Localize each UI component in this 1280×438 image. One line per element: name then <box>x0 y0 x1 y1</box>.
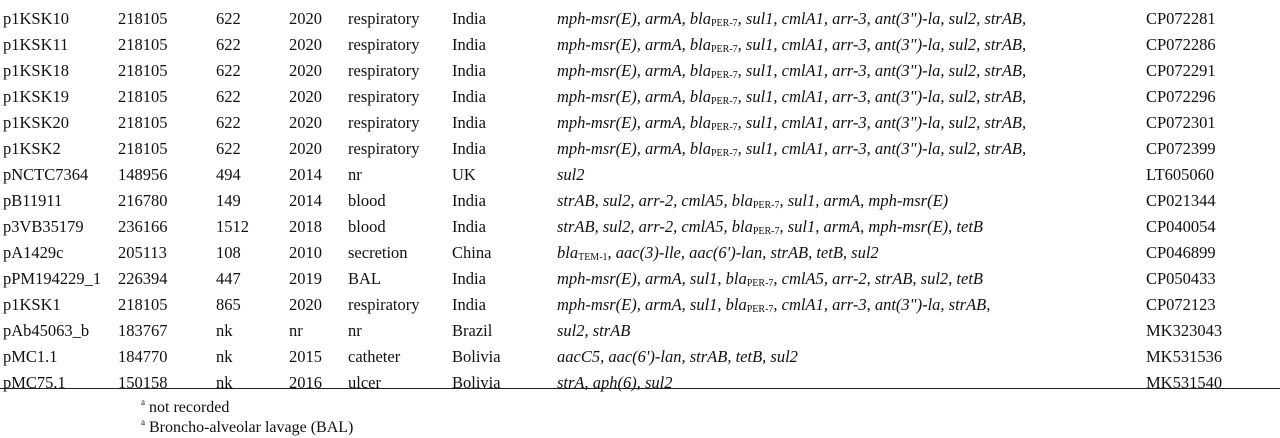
country-cell: Bolivia <box>452 347 501 366</box>
gene-text: aacC5, aac(6')-lan, strAB, tetB, sul2 <box>557 347 798 366</box>
size-bp-cell: 218105 <box>118 61 168 80</box>
sequence-type-cell: 622 <box>216 61 241 80</box>
size-bp-cell: 218105 <box>118 87 168 106</box>
source-cell: respiratory <box>348 295 420 314</box>
country-cell: India <box>452 35 486 54</box>
footnote-text: Broncho-alveolar lavage (BAL) <box>149 419 354 436</box>
resistance-genes-cell <box>557 344 798 370</box>
plasmid-name-cell: pAb45063_b <box>3 321 90 340</box>
gene-text: , sul1, cmlA1, arr-3, ant(3")-la, sul2, strAB, <box>737 87 1027 106</box>
footnote <box>141 412 353 438</box>
table-bottom-rule <box>0 388 1280 389</box>
sequence-type-cell: nk <box>216 373 233 392</box>
source-cell: respiratory <box>348 61 420 80</box>
country-cell: India <box>452 295 486 314</box>
country-cell: UK <box>452 165 476 184</box>
footnote-text: not recorded <box>149 399 230 416</box>
plasmid-name-cell: p1KSK18 <box>3 61 70 80</box>
size-bp-cell: 205113 <box>118 243 167 262</box>
gene-text: , cmlA5, arr-2, strAB, sul2, tetB <box>773 269 983 288</box>
accession-cell: CP072296 <box>1146 87 1216 106</box>
plasmid-name-cell: pA1429c <box>3 243 64 262</box>
gene-subscript: TEM-1 <box>578 252 608 263</box>
sequence-type-cell: 622 <box>216 113 241 132</box>
table-row <box>0 344 1280 370</box>
country-cell: Bolivia <box>452 373 501 392</box>
year-cell: 2020 <box>289 35 322 54</box>
sequence-type-cell: 622 <box>216 35 241 54</box>
year-cell: 2019 <box>289 269 322 288</box>
table-row <box>0 266 1280 292</box>
gene-text: , sul1, cmlA1, arr-3, ant(3")-la, sul2, strAB, <box>737 35 1027 54</box>
gene-text: strAB, sul2, arr-2, cmlA5, bla <box>557 217 753 236</box>
table-row <box>0 318 1280 344</box>
country-cell: India <box>452 9 486 28</box>
plasmid-name-cell: p1KSK2 <box>3 139 61 158</box>
table-row <box>0 84 1280 110</box>
year-cell: 2010 <box>289 243 322 262</box>
source-cell: secretion <box>348 243 408 262</box>
gene-subscript: PER-7 <box>711 70 738 81</box>
year-cell: 2020 <box>289 113 322 132</box>
year-cell: nr <box>289 321 303 340</box>
country-cell: India <box>452 217 486 236</box>
gene-text: mph-msr(E), armA, sul1, bla <box>557 269 747 288</box>
source-cell: respiratory <box>348 9 420 28</box>
gene-text: , sul1, cmlA1, arr-3, ant(3")-la, sul2, strAB, <box>737 61 1027 80</box>
table-row <box>0 162 1280 188</box>
year-cell: 2018 <box>289 217 322 236</box>
year-cell: 2020 <box>289 9 322 28</box>
gene-text: , sul1, cmlA1, arr-3, ant(3")-la, sul2, strAB, <box>737 9 1027 28</box>
size-bp-cell: 218105 <box>118 113 168 132</box>
gene-subscript: PER-7 <box>711 44 738 55</box>
table-row <box>0 6 1280 32</box>
gene-subscript: PER-7 <box>746 278 774 289</box>
gene-subscript: PER-7 <box>711 148 738 159</box>
gene-text: strAB, sul2, arr-2, cmlA5, bla <box>557 191 753 210</box>
gene-text: , sul1, armA, mph-msr(E) <box>779 191 949 210</box>
source-cell: blood <box>348 191 386 210</box>
plasmid-name-cell: pMC75.1 <box>3 373 66 392</box>
gene-subscript: PER-7 <box>752 200 780 211</box>
sequence-type-cell: 447 <box>216 269 241 288</box>
resistance-genes-cell <box>557 370 673 396</box>
accession-cell: LT605060 <box>1146 165 1215 184</box>
table-row <box>0 136 1280 162</box>
table-row <box>0 58 1280 84</box>
table-row <box>0 188 1280 214</box>
accession-cell: CP050433 <box>1146 269 1216 288</box>
gene-subscript: PER-7 <box>752 226 780 237</box>
country-cell: India <box>452 269 486 288</box>
accession-cell: CP040054 <box>1146 217 1216 236</box>
gene-text: sul2, strAB <box>557 321 631 340</box>
year-cell: 2020 <box>289 139 322 158</box>
country-cell: India <box>452 61 486 80</box>
resistance-genes-cell <box>557 318 630 344</box>
size-bp-cell: 226394 <box>118 269 168 288</box>
gene-text: mph-msr(E), armA, bla <box>557 9 711 28</box>
source-cell: respiratory <box>348 139 420 158</box>
country-cell: China <box>452 243 492 262</box>
plasmid-name-cell: p1KSK1 <box>3 295 61 314</box>
gene-text: mph-msr(E), armA, sul1, bla <box>557 295 747 314</box>
country-cell: India <box>452 139 486 158</box>
size-bp-cell: 218105 <box>118 35 168 54</box>
gene-text: , sul1, armA, mph-msr(E), tetB <box>779 217 983 236</box>
gene-text: , sul1, cmlA1, arr-3, ant(3")-la, sul2, strAB, <box>737 139 1027 158</box>
gene-text: , cmlA1, arr-3, ant(3")-la, strAB, <box>773 295 991 314</box>
gene-subscript: PER-7 <box>711 122 738 133</box>
country-cell: India <box>452 113 486 132</box>
gene-text: , sul1, cmlA1, arr-3, ant(3")-la, sul2, strAB, <box>737 113 1027 132</box>
gene-text: bla <box>557 243 579 262</box>
source-cell: BAL <box>348 269 381 288</box>
plasmid-name-cell: pPM194229_1 <box>3 269 102 288</box>
year-cell: 2014 <box>289 191 322 210</box>
accession-cell: MK531540 <box>1146 373 1223 392</box>
source-cell: nr <box>348 321 362 340</box>
sequence-type-cell: 149 <box>216 191 241 210</box>
accession-cell: CP072281 <box>1146 9 1216 28</box>
sequence-type-cell: 622 <box>216 87 241 106</box>
accession-cell: CP021344 <box>1146 191 1216 210</box>
gene-subscript: PER-7 <box>711 96 738 107</box>
sequence-type-cell: 494 <box>216 165 241 184</box>
size-bp-cell: 218105 <box>118 295 168 314</box>
gene-text: mph-msr(E), armA, bla <box>557 139 711 158</box>
table-row <box>0 110 1280 136</box>
accession-cell: CP072301 <box>1146 113 1216 132</box>
source-cell: respiratory <box>348 113 420 132</box>
size-bp-cell: 216780 <box>118 191 168 210</box>
country-cell: Brazil <box>452 321 493 340</box>
footnote-mark: a <box>141 397 145 407</box>
sequence-type-cell: 622 <box>216 9 241 28</box>
year-cell: 2020 <box>289 295 322 314</box>
gene-text: sul2 <box>557 165 585 184</box>
accession-cell: CP046899 <box>1146 243 1216 262</box>
gene-subscript: PER-7 <box>711 18 738 29</box>
source-cell: catheter <box>348 347 401 366</box>
gene-text: mph-msr(E), armA, bla <box>557 87 711 106</box>
footnote-mark: a <box>141 417 145 427</box>
plasmid-name-cell: p1KSK20 <box>3 113 70 132</box>
year-cell: 2016 <box>289 373 322 392</box>
year-cell: 2020 <box>289 61 322 80</box>
country-cell: India <box>452 87 486 106</box>
source-cell: respiratory <box>348 35 420 54</box>
plasmid-name-cell: p3VB35179 <box>3 217 84 236</box>
table-row <box>0 292 1280 318</box>
plasmid-name-cell: p1KSK10 <box>3 9 70 28</box>
size-bp-cell: 218105 <box>118 139 168 158</box>
plasmid-name-cell: p1KSK11 <box>3 35 69 54</box>
gene-text: , aac(3)-lle, aac(6')-lan, strAB, tetB, sul2 <box>607 243 879 262</box>
gene-text: strA, aph(6), sul2 <box>557 373 673 392</box>
size-bp-cell: 184770 <box>118 347 168 366</box>
sequence-type-cell: 1512 <box>216 217 249 236</box>
size-bp-cell: 150158 <box>118 373 168 392</box>
size-bp-cell: 183767 <box>118 321 168 340</box>
size-bp-cell: 218105 <box>118 9 168 28</box>
source-cell: respiratory <box>348 87 420 106</box>
sequence-type-cell: nk <box>216 321 233 340</box>
gene-subscript: PER-7 <box>746 304 774 315</box>
year-cell: 2020 <box>289 87 322 106</box>
sequence-type-cell: nk <box>216 347 233 366</box>
plasmid-name-cell: pB11911 <box>3 191 63 210</box>
source-cell: blood <box>348 217 386 236</box>
plasmid-name-cell: pMC1.1 <box>3 347 58 366</box>
size-bp-cell: 236166 <box>118 217 168 236</box>
sequence-type-cell: 108 <box>216 243 241 262</box>
year-cell: 2014 <box>289 165 322 184</box>
table-row <box>0 214 1280 240</box>
plasmid-name-cell: pNCTC7364 <box>3 165 89 184</box>
accession-cell: MK531536 <box>1146 347 1223 366</box>
size-bp-cell: 148956 <box>118 165 168 184</box>
table-row <box>0 240 1280 266</box>
source-cell: nr <box>348 165 362 184</box>
accession-cell: CP072286 <box>1146 35 1216 54</box>
gene-text: mph-msr(E), armA, bla <box>557 113 711 132</box>
sequence-type-cell: 622 <box>216 139 241 158</box>
accession-cell: MK323043 <box>1146 321 1223 340</box>
accession-cell: CP072399 <box>1146 139 1216 158</box>
table-row <box>0 32 1280 58</box>
country-cell: India <box>452 191 486 210</box>
gene-text: mph-msr(E), armA, bla <box>557 35 711 54</box>
accession-cell: CP072123 <box>1146 295 1216 314</box>
source-cell: ulcer <box>348 373 381 392</box>
resistance-genes-cell <box>557 162 585 188</box>
accession-cell: CP072291 <box>1146 61 1216 80</box>
gene-text: mph-msr(E), armA, bla <box>557 61 711 80</box>
year-cell: 2015 <box>289 347 322 366</box>
plasmid-name-cell: p1KSK19 <box>3 87 70 106</box>
sequence-type-cell: 865 <box>216 295 241 314</box>
